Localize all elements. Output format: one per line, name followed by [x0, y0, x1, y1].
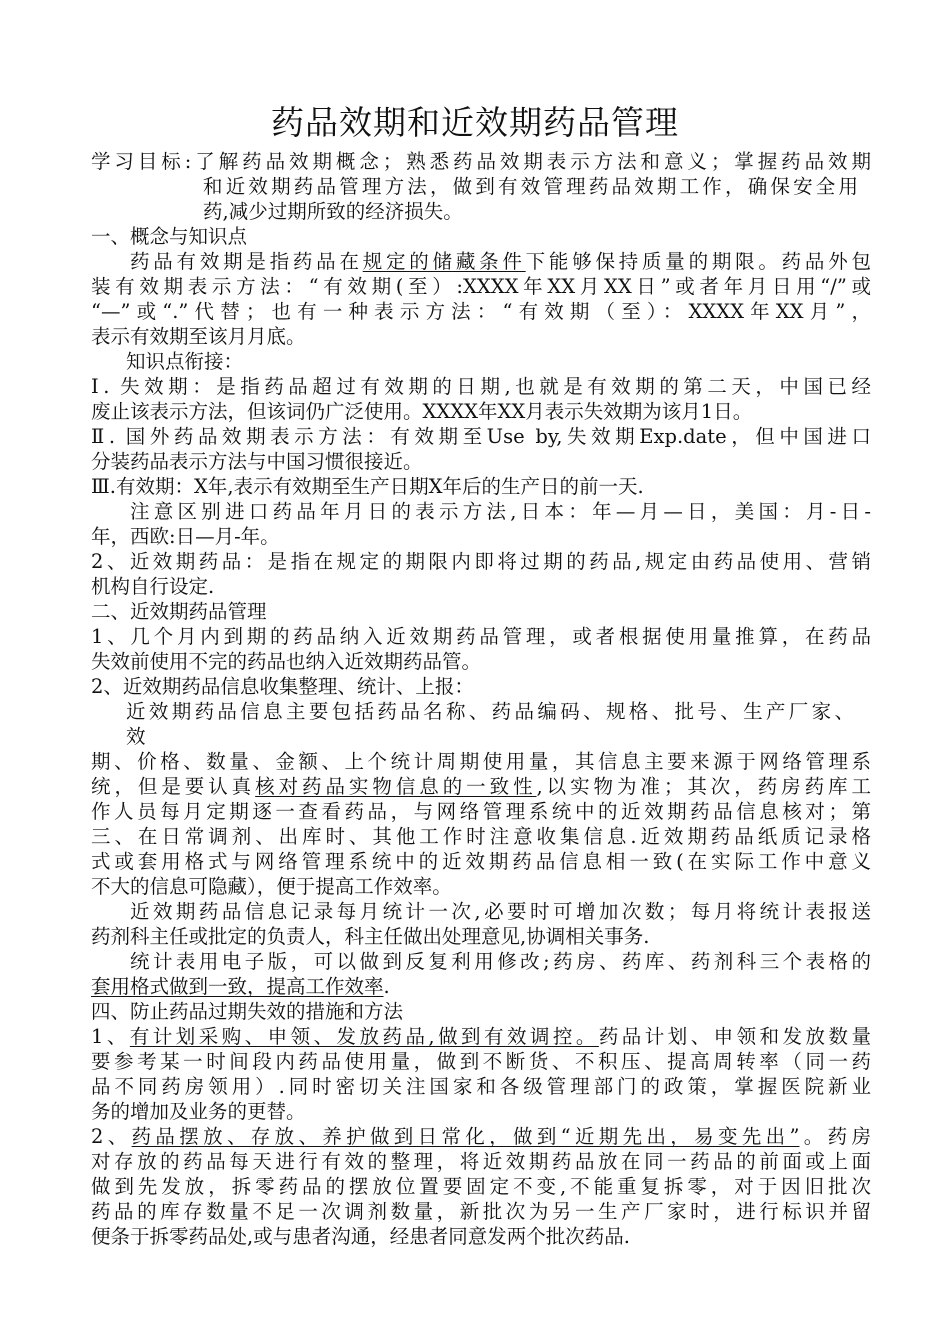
- text-run: 要参考某一时间段内药品使用量，做到不断货、不积压、提高周转率（同一药: [91, 1050, 871, 1073]
- text-run: 近效期药品信息主要包括药品名称、药品编码、规格、批号、生产厂家、: [126, 700, 854, 723]
- text-run: 药,减少过期所致的经济损失。: [203, 200, 463, 223]
- paragraph-line: [91, 524, 871, 549]
- paragraph-line: [91, 1124, 871, 1149]
- text-run: 务的增加及业务的更替。: [91, 1100, 306, 1123]
- heading-text: 四、防止药品过期失效的措施和方法: [91, 1000, 404, 1023]
- heading-text: 一、概念与知识点: [91, 225, 248, 248]
- paragraph-line: [91, 774, 871, 799]
- paragraph-line: [91, 1174, 871, 1199]
- learning-objective-line-3: [203, 199, 950, 224]
- text-run: Ⅰ. 失效期：是指药品超过有效期的日期,也就是有效期的第二天，中国已经: [91, 375, 871, 398]
- text-run: 1、: [91, 1025, 130, 1048]
- text-run: Ⅲ.有效期：X年,表示有效期至生产日期X年后的生产日的前一天.: [91, 475, 644, 498]
- paragraph-line: [91, 1199, 871, 1224]
- text-run: 废止该表示方法，但该词仍广泛使用。XXXX年XX月表示失效期为该月1日。: [91, 400, 753, 423]
- heading-text: 二、近效期药品管理: [91, 600, 267, 623]
- paragraph-line: [126, 724, 906, 749]
- paragraph-line: [91, 874, 871, 899]
- text-run: 装有效期表示方法：“有效期(至）:XXXX年XX月XX日”或者年月日用“/”或: [91, 275, 871, 298]
- text-run: 下能够保持质量的期限。药品外包: [525, 250, 871, 273]
- text-run: 表示有效期至该月月底。: [91, 325, 306, 348]
- learning-objective-line-1: [91, 149, 871, 174]
- text-run: 品不同药房领用）.同时密切关注国家和各级管理部门的政策，掌握医院新业: [91, 1075, 871, 1098]
- paragraph-line: [91, 549, 871, 574]
- text-run: 统计表用电子版，可以做到反复利用修改;药房、药库、药剂科三个表格的: [130, 950, 871, 973]
- paragraph-line: [130, 499, 871, 524]
- text-run: 式或套用格式与网络管理系统中的近效期药品信息相一致(在实际工作中意义: [91, 850, 871, 873]
- text-run: 效: [126, 725, 146, 748]
- text-run: 。药房: [799, 1125, 871, 1148]
- text-run: 药品有效期是指药品在: [130, 250, 363, 273]
- section-heading-2: [91, 599, 871, 624]
- underlined-phrase: 核对药品实物信息的一致性: [255, 775, 537, 798]
- text-run: 1、几个月内到期的药品纳入近效期药品管理，或者根据使用量推算，在药品: [91, 625, 871, 648]
- paragraph-line: [91, 424, 871, 449]
- text-run: ,以实物为准；其次，药房药库工: [536, 775, 871, 798]
- paragraph-line: [91, 324, 871, 349]
- paragraph-line: [91, 399, 871, 424]
- text-run: 机构自行设定.: [91, 575, 215, 598]
- text-run: 药品的库存数量不足一次调剂数量，新批次为另一生产厂家时，进行标识并留: [91, 1200, 871, 1223]
- text-run: 三、在日常调剂、出库时、其他工作时注意收集信息.近效期药品纸质记录格: [91, 825, 871, 848]
- text-run: 注意区别进口药品年月日的表示方法,日本：年—月—日，美国：月-日-: [130, 500, 871, 523]
- text-run: 统，但是要认真: [91, 775, 256, 798]
- text-run: 失效前使用不完的药品也纳入近效期药品管。: [91, 650, 482, 673]
- paragraph-line: [91, 674, 871, 699]
- text-run: 药品计划、申领和发放数量: [598, 1025, 871, 1048]
- text-run: 分装药品表示方法与中国习惯很接近。: [91, 450, 423, 473]
- underlined-phrase: 有计划采购、申领、发放药品,做到有效调控。: [129, 1025, 599, 1048]
- text-run: 不大的信息可隐藏），便于提高工作效率。: [91, 875, 452, 898]
- paragraph-line: [126, 699, 854, 724]
- paragraph-line: [130, 899, 871, 924]
- underlined-phrase: 药品摆放、存放、养护做到日常化，做到“近期先出，易变先出”: [131, 1125, 800, 1148]
- paragraph-line: [91, 799, 871, 824]
- paragraph-line: [91, 1224, 871, 1249]
- section-heading-1: [91, 224, 871, 249]
- paragraph-line: [91, 1049, 871, 1074]
- text-run: 期、价格、数量、金额、上个统计周期使用量，其信息主要来源于网络管理系: [91, 750, 871, 773]
- paragraph-line: [91, 1074, 871, 1099]
- text-run: 学习目标:了解药品效期概念；熟悉药品效期表示方法和意义；掌握药品效期: [91, 150, 871, 173]
- underlined-phrase: 套用格式做到一致，提高工作效率: [91, 975, 384, 998]
- text-run: Ⅱ. 国外药品效期表示方法：有效期至Use by,失效期Exp.date，但中国进口: [91, 425, 871, 448]
- paragraph-line: [91, 649, 871, 674]
- text-run: 近效期药品信息记录每月统计一次,必要时可增加次数；每月将统计表报送: [130, 900, 871, 923]
- text-run: 药剂科主任或批定的负责人，科主任做出处理意见,协调相关事务.: [91, 925, 650, 948]
- paragraph-line: [91, 849, 871, 874]
- paragraph-line: [130, 249, 871, 274]
- paragraph-line: [91, 274, 871, 299]
- text-run: “—”或“.”代替；也有一种表示方法：“有效期（至）：XXXX年XX月”，: [91, 300, 871, 323]
- paragraph-line: [91, 974, 871, 999]
- text-run: 和近效期药品管理方法，做到有效管理药品效期工作，确保安全用: [203, 175, 858, 198]
- text-run: 知识点衔接：: [126, 350, 244, 373]
- text-run: 便条于拆零药品处,或与患者沟通，经患者同意发两个批次药品.: [91, 1225, 630, 1248]
- text-run: 作人员每月定期逐一查看药品，与网络管理系统中的近效期药品信息核对；第: [91, 800, 871, 823]
- text-run: 做到先发放，拆零药品的摆放位置要固定不变,不能重复拆零，对于因旧批次: [91, 1175, 871, 1198]
- text-run: 2、: [91, 1125, 132, 1148]
- section-heading-4: [91, 999, 871, 1024]
- text-run: 2、近效期药品信息收集整理、统计、上报：: [91, 675, 474, 698]
- document-title: 药品效期和近效期药品管理: [271, 103, 679, 142]
- paragraph-line: [91, 449, 871, 474]
- text-run: 2、近效期药品：是指在规定的期限内即将过期的药品,规定由药品使用、营销: [91, 550, 871, 573]
- text-run: .: [383, 975, 390, 998]
- knowledge-link-heading: [126, 349, 906, 374]
- paragraph-line: [91, 374, 871, 399]
- paragraph-line: [91, 749, 871, 774]
- paragraph-line: [91, 299, 871, 324]
- learning-objective-line-2: [203, 174, 858, 199]
- paragraph-line: [91, 824, 871, 849]
- text-run: 对存放的药品每天进行有效的整理，将近效期药品放在同一药品的前面或上面: [91, 1150, 871, 1173]
- paragraph-line: [91, 574, 871, 599]
- paragraph-line: [130, 949, 871, 974]
- underlined-phrase: 规定的储藏条件: [362, 250, 526, 273]
- paragraph-line: [91, 624, 871, 649]
- paragraph-line: [91, 474, 871, 499]
- text-run: 年，西欧:日—月-年。: [91, 525, 280, 548]
- paragraph-line: [91, 1024, 871, 1049]
- paragraph-line: [91, 924, 871, 949]
- paragraph-line: [91, 1099, 871, 1124]
- paragraph-line: [91, 1149, 871, 1174]
